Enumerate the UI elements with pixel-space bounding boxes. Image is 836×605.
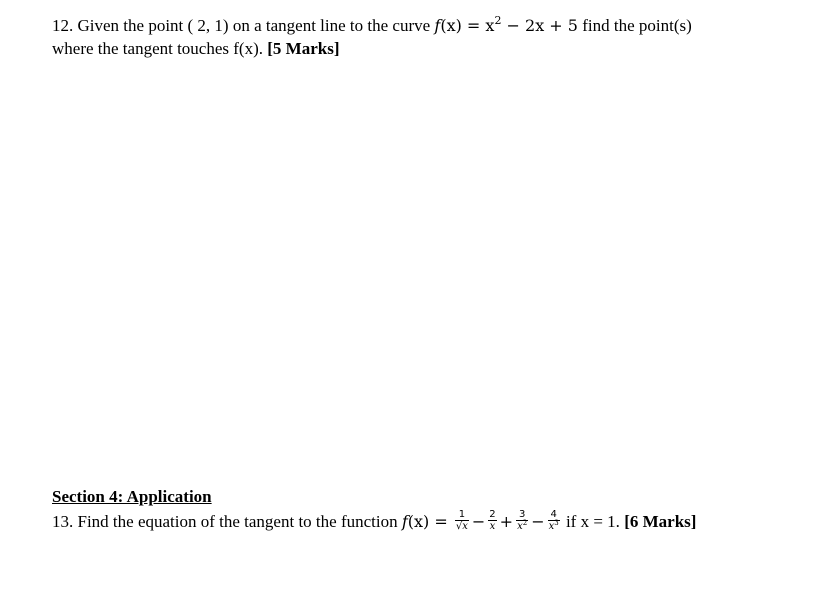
fraction-3 bbox=[516, 509, 528, 532]
fraction-4-numerator: 4 bbox=[548, 509, 560, 521]
question-12-line-2 bbox=[52, 37, 692, 60]
question-12-function bbox=[434, 16, 578, 35]
question-13-marks: [6 Marks] bbox=[624, 512, 697, 531]
fraction-3-numerator: 3 bbox=[516, 509, 528, 521]
fraction-3-exponent: 2 bbox=[522, 519, 528, 527]
fraction-4-exponent: 3 bbox=[554, 519, 559, 527]
fraction-1-denominator: √x bbox=[455, 521, 468, 532]
fraction-2-denominator: x bbox=[489, 521, 496, 532]
fraction-3-variable: x bbox=[517, 521, 523, 532]
fraction-1-numerator: 1 bbox=[455, 509, 469, 521]
function-name: f bbox=[401, 512, 408, 531]
operator-minus: − bbox=[471, 512, 486, 531]
question-12-marks: [5 Marks] bbox=[267, 39, 340, 58]
section-heading: Section 4: Application bbox=[52, 487, 212, 506]
function-name: f bbox=[434, 16, 441, 35]
fraction-1 bbox=[455, 509, 469, 532]
fraction-4 bbox=[548, 509, 560, 532]
question-13-intro: 13. Find the equation of the tangent to the function bbox=[52, 512, 402, 531]
question-12-line-2-text: where the tangent touches f(x). bbox=[52, 39, 268, 58]
fraction-4-variable: x bbox=[548, 521, 555, 532]
fraction-3-denominator bbox=[516, 521, 528, 532]
question-12-line-1 bbox=[52, 14, 692, 37]
function-expression-tail: − 2x + 5 bbox=[501, 16, 578, 35]
fraction-2 bbox=[488, 509, 496, 532]
question-13-function bbox=[401, 509, 562, 532]
exponent: 2 bbox=[494, 14, 502, 27]
function-expression: (x) = x bbox=[440, 16, 495, 35]
question-12-after: find the point(s) bbox=[577, 16, 692, 35]
operator-plus: + bbox=[499, 512, 514, 531]
question-13 bbox=[52, 510, 696, 534]
question-12 bbox=[52, 14, 692, 60]
fraction-4-denominator bbox=[548, 521, 560, 532]
question-12-intro: 12. Given the point ( 2, 1) on a tangent line to the curve bbox=[52, 16, 435, 35]
question-13-after: if x = 1. bbox=[561, 512, 625, 531]
fraction-2-numerator: 2 bbox=[489, 509, 496, 520]
function-expression: (x) = bbox=[407, 512, 453, 531]
operator-minus: − bbox=[531, 512, 545, 531]
